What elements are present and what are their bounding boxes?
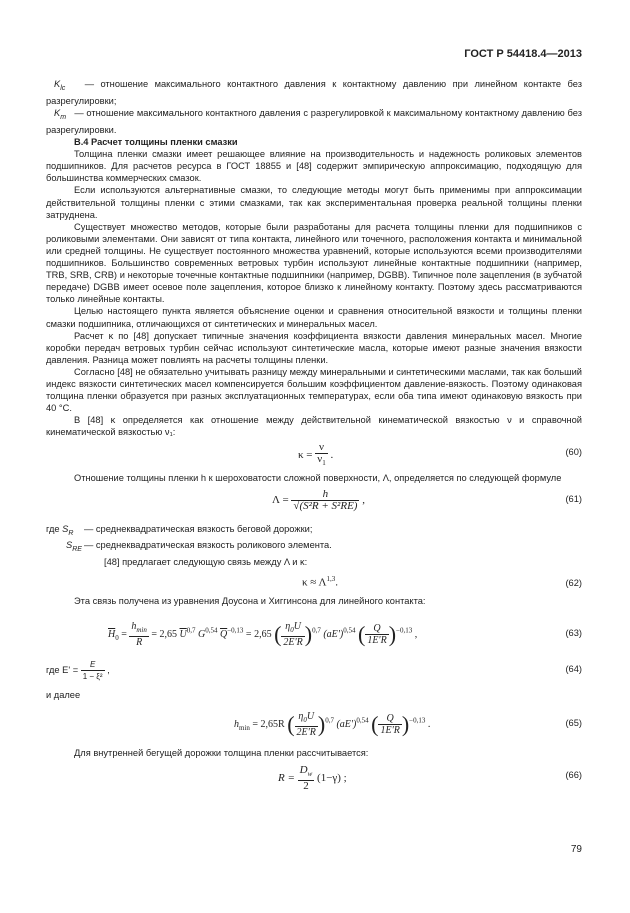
eq-tail: . xyxy=(335,576,338,589)
exponent: 0,7 xyxy=(325,716,334,725)
top-definitions xyxy=(46,78,582,136)
eq-lhs: κ = xyxy=(298,449,313,462)
paragraph: Если используются альтернативные смазки, то следующие методы могут быть применимы при аппроксимации действительной толщины пленки с этими смазками, так как экспериментальная проверка реальной толщины пленки затруднена. xyxy=(46,185,582,220)
def-lead: где xyxy=(46,523,63,534)
symbol-sub: R xyxy=(68,529,74,537)
definition-text: — отношение максимального контактного давления к контактному давлению при линейном контакте без разрегулировки; xyxy=(46,79,582,106)
exponent: 0,54 xyxy=(205,626,218,635)
equation-number: (65) xyxy=(565,717,582,728)
denominator: 2E'R xyxy=(296,726,316,738)
fraction xyxy=(129,621,149,648)
fraction xyxy=(81,659,105,682)
paragraph-lambda: Отношение толщины пленки h к шероховатости сложной поверхности, Λ, определяется по следующей формуле xyxy=(74,473,562,484)
eq-tail: (1−γ) ; xyxy=(317,771,347,784)
exponent: −0,13 xyxy=(409,716,426,725)
equation-62 xyxy=(46,573,582,591)
fraction xyxy=(295,711,318,738)
denominator: 1E'R xyxy=(380,724,400,736)
and-further: и далее xyxy=(46,689,81,700)
equation-body xyxy=(298,442,333,469)
coefficient: 2,65 xyxy=(254,628,272,640)
numerator: Q xyxy=(378,713,401,725)
paragraph: Согласно [48] не обязательно учитывать разницу между минеральными и синтетическими маслами, так как больший индекс вязкости синтетических масел компенсируется большим коэффициентом давление-вязкость. Поэтому одинаковая толщина пленки образуется при разных эксплуатационных температурах, если оба типа имеют одинаковую вязкость при 40 °С. xyxy=(46,366,582,414)
u-bar: $\overline{U}$ xyxy=(179,628,187,640)
exponent: −0,13 xyxy=(227,626,244,635)
equation-65 xyxy=(46,707,582,743)
section-title: В.4 Расчет толщины пленки смазки xyxy=(74,137,238,148)
num-sub: w xyxy=(307,770,313,778)
equation-body: $h_{min} = 2,65R$ ( $\frac{\eta_0U}{2E'R}$ )$^{0,7}$ $(aE')^{0,54}$ ( $\frac{Q}{1E'R}$ )$^{-0,13}$ . xyxy=(234,710,431,738)
equation-number: (60) xyxy=(565,447,582,458)
denominator: R xyxy=(136,636,143,648)
numerator: $\eta_0U$ xyxy=(281,621,304,637)
equation-61 xyxy=(46,489,582,519)
equation-60 xyxy=(46,442,582,468)
symbol-s: S xyxy=(62,523,69,534)
def-symbol xyxy=(46,539,84,556)
paragraph: В [48] κ определяется как отношение между действительной кинематической вязкостью ν и справочной кинематической вязкостью ν₁: xyxy=(46,415,582,438)
equation-number: (62) xyxy=(565,577,582,588)
fraction xyxy=(291,489,359,512)
equation-number: (66) xyxy=(565,769,582,780)
note-48: [48] предлагает следующую связь между Λ и κ: xyxy=(104,557,308,568)
mid-definitions xyxy=(46,523,582,569)
exponent: 0,7 xyxy=(312,626,321,635)
page-number: 79 xyxy=(570,844,582,855)
numerator: $\eta_0U$ xyxy=(295,711,318,727)
equation-body xyxy=(46,659,110,682)
fraction xyxy=(315,442,327,469)
denominator xyxy=(315,454,327,469)
equation-66 xyxy=(46,765,582,793)
eq-lhs: R = xyxy=(278,771,295,784)
equation-number: (61) xyxy=(565,493,582,504)
equation-number: (64) xyxy=(565,663,582,674)
equation-63 xyxy=(46,615,582,655)
definition-sre xyxy=(46,539,582,556)
eq-sup: 1,3 xyxy=(326,574,336,583)
def-symbol xyxy=(46,523,84,540)
numerator: h xyxy=(291,489,359,501)
fraction xyxy=(298,765,315,792)
coefficient: 2,65R xyxy=(260,718,285,730)
paren: ) xyxy=(388,621,397,647)
exponent: −0,13 xyxy=(396,626,413,635)
symbol-s: S xyxy=(66,540,73,551)
symbol-k: K xyxy=(54,108,61,119)
g-symbol: G xyxy=(198,628,206,640)
numerator: ν xyxy=(315,442,327,454)
exponent: 0,7 xyxy=(186,626,196,635)
fraction xyxy=(365,623,388,646)
equation-body: $\overline{H}_0$ = $\frac{h_{min}}{R}$ = 2,65 $\overline{U}^{0,7}$ G$^{0,54}$ $\overline{Q}^{-0,13} = 2,65$ ( $\frac{\eta_0U}{2E'R}$ )$^{0,7}$ $(aE')^{0,54}$ ( $\frac{Q}{1E'R}$ )$^{-0,13}$ , xyxy=(108,620,418,648)
denominator: 1 − ξ² xyxy=(82,671,103,681)
paren: ( xyxy=(358,621,366,647)
definition-text: — среднеквадратическая вязкость роликового элемента. xyxy=(84,540,332,551)
numerator xyxy=(298,765,315,781)
document-header: ГОСТ Р 54418.4—2013 xyxy=(464,48,582,60)
paren: ( xyxy=(287,711,295,737)
paragraph: Толщина пленки смазки имеет решающее влияние на производительность и надежность роликовых элементов подшипников. Для расчетов ресурса в ГОСТ 18855 и [48] содержит эмпирическую аппроксимацию, подходящую для большинства коммерческих смазок. xyxy=(46,149,582,184)
fraction xyxy=(281,621,304,648)
denominator: 2E'R xyxy=(283,636,303,648)
eq-body: κ ≈ Λ xyxy=(302,576,327,589)
denominator: 1E'R xyxy=(367,634,387,646)
exponent: 0,54 xyxy=(356,716,369,725)
q-bar: $\overline{Q}$ xyxy=(219,628,228,640)
numerator: Q xyxy=(365,623,388,635)
h0-bar: $\overline{H}$ xyxy=(108,628,116,640)
den-sub: 1 xyxy=(322,459,326,468)
paragraph: Целью настоящего пункта является объяснение оценки и сравнения относительной вязкости и толщины пленки смазки подшипника, отличающихся от синтетических и минеральных масел. xyxy=(46,306,582,329)
definition-klc xyxy=(46,78,582,107)
denominator: 2 xyxy=(303,780,309,792)
paren: ) xyxy=(317,711,326,737)
equation-body xyxy=(302,573,338,589)
coefficient: 2,65 xyxy=(159,628,178,640)
page-content xyxy=(46,78,582,797)
paragraph: Существует множество методов, которые были разработаны для расчета толщины пленки для подшипников с роликовыми элементами. Они зависят от типа контакта, линейного или точечного, расположения контакта и минимальной или средней толщины. Не существует постоянного множества уравнений, которые используются всеми производителями подшипников. Большинство современных ветровых турбин используют линейные контактные подшипники (например, TRB, SRB, CRB) и некоторые точечные контактные подшипники (например, DGBB). Типичное поле зацепления (в зубчатой передаче) DGBB имеет осевое поле зацепления, которое близко к линейному контакту. Поэтому здесь рассматриваются только линейные контакты. xyxy=(46,221,582,305)
exponent: 0,54 xyxy=(343,626,356,635)
equation-body xyxy=(278,765,347,792)
symbol-sub: lc xyxy=(60,84,66,92)
den-symbol: ν xyxy=(317,453,323,466)
eq-lhs: h xyxy=(234,718,239,730)
definition-text: — отношение максимального контактного давления с разрегулировкой к максимальному контактному давлению без разрегулировки. xyxy=(46,108,582,135)
paragraph: Расчет κ по [48] допускает типичные значения коэффициента вязкости давления минеральных масел. Многие коробки передач ветровых турбин сейчас используют синтетические масла, которые имеют разные значения вязкости давления. Разница может повлиять на расчеты толщины пленки. xyxy=(46,330,582,365)
numerator: E xyxy=(81,659,105,671)
numerator: $h_{min}$ xyxy=(129,621,149,637)
paren: ( xyxy=(274,621,282,647)
eq-lhs-sub: min xyxy=(239,723,250,732)
definition-km xyxy=(46,107,582,136)
eq-lhs: Λ = xyxy=(272,493,289,506)
definition-text: — среднеквадратическая вязкость беговой дорожки; xyxy=(84,523,313,534)
eq-lead: где E' = xyxy=(46,664,79,675)
paragraph-inner: Для внутренней бегущей дорожки толщина пленки рассчитывается: xyxy=(74,747,369,758)
paren: ) xyxy=(304,621,313,647)
definition-sr xyxy=(46,523,582,540)
symbol-sub: RE xyxy=(72,546,82,554)
denominator: √(S²R + S²RE) xyxy=(293,499,358,512)
symbol-k: K xyxy=(54,79,61,89)
equation-number: (63) xyxy=(565,627,582,638)
eq-tail: . xyxy=(330,449,334,462)
symbol-sub: m xyxy=(60,113,67,121)
paren: ) xyxy=(401,711,410,737)
paragraph-dowson: Эта связь получена из уравнения Доусона и Хиггинсона для линейного контакта: xyxy=(74,595,426,606)
alpha-term: (aE') xyxy=(336,718,357,730)
equation-body xyxy=(272,489,365,512)
fraction xyxy=(378,713,401,736)
equation-64 xyxy=(46,659,582,685)
num-symbol: D xyxy=(299,763,308,776)
paren: ( xyxy=(371,711,379,737)
alpha-term: (aE') xyxy=(323,628,344,640)
eq-tail: , xyxy=(362,493,365,506)
eq-tail: , xyxy=(107,664,110,675)
